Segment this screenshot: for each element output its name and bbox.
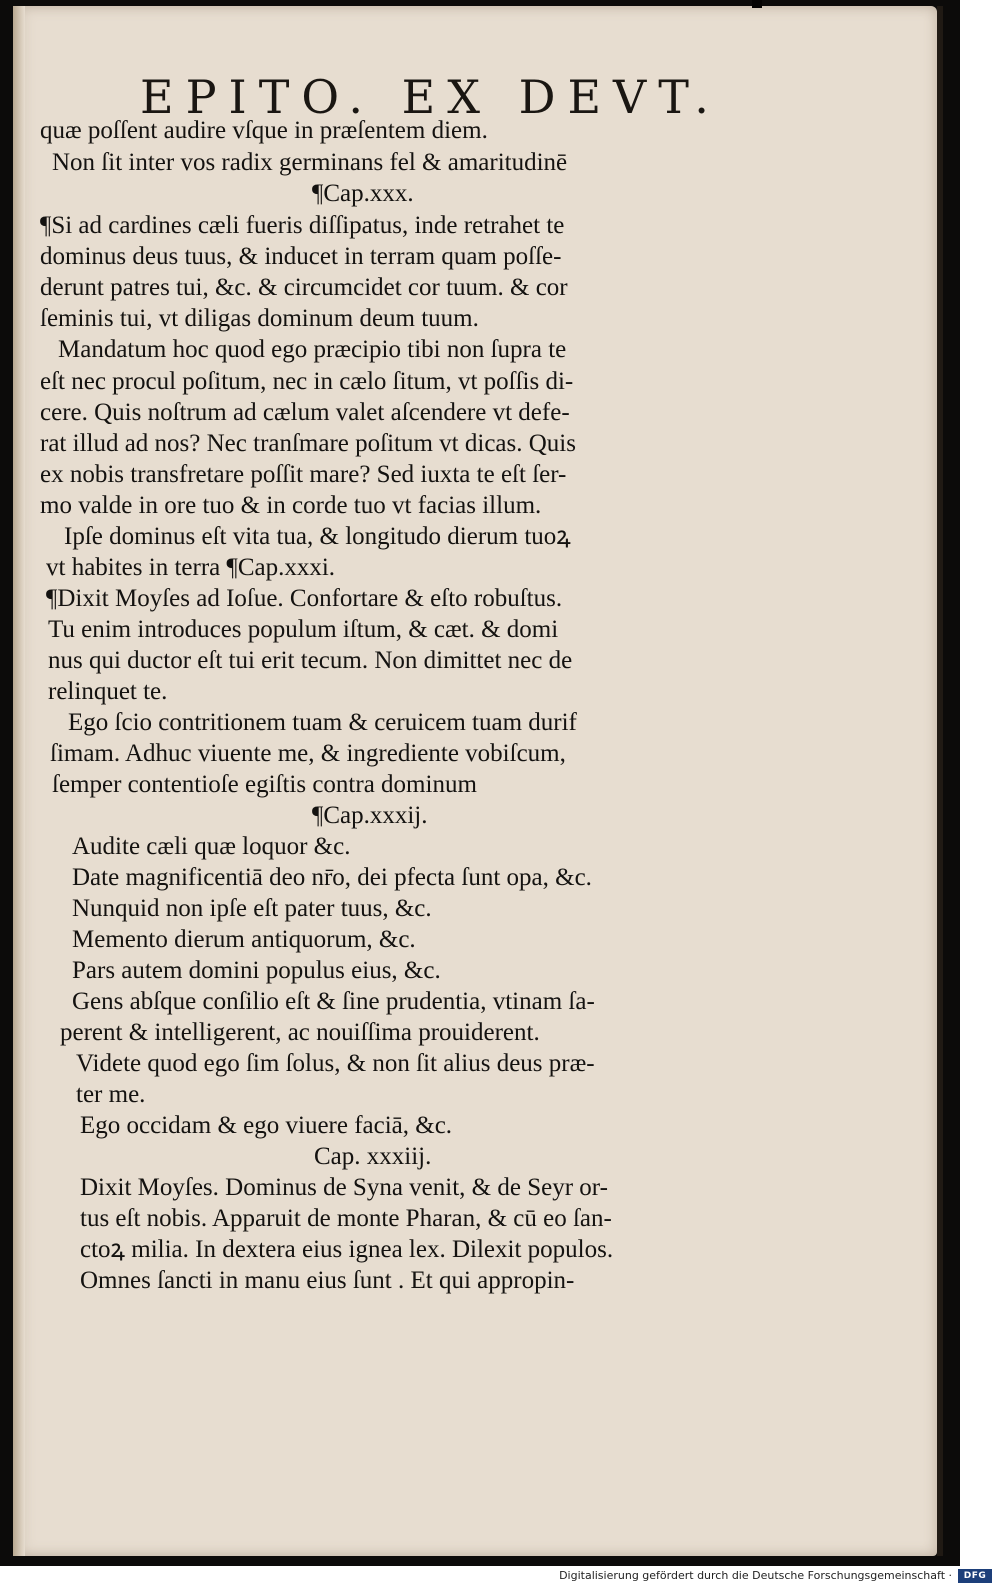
- text-line: Tu enim introduces populum iſtum, & cæt. & domi: [48, 616, 559, 643]
- text-line: Omnes ſancti in manu eius ſunt . Et qui appropin-: [80, 1267, 575, 1294]
- text-line: Mandatum hoc quod ego præcipio tibi non ſupra te: [58, 336, 567, 363]
- text-line: Nunquid non ipſe eſt pater tuus, &c.: [72, 895, 432, 922]
- text-line: ex nobis transfretare poſſit mare? Sed iuxta te eſt ſer-: [40, 461, 567, 488]
- text-line: quæ poſſent audire vſque in præſentem diem.: [40, 117, 488, 144]
- chapter-heading: ¶Cap.xxxij.: [312, 802, 428, 829]
- text-line: vt habites in terra ¶Cap.xxxi.: [46, 554, 336, 581]
- text-line: ſimam. Adhuc viuente me, & ingrediente vobiſcum,: [50, 740, 566, 767]
- text-line: Memento dierum antiquorum, &c.: [72, 926, 416, 953]
- text-line: ctoꝝ milia. In dextera eius ignea lex. Dilexit populos.: [80, 1236, 614, 1263]
- dfg-logo: DFG: [958, 1569, 992, 1583]
- text-line: Audite cæli quæ loquor &c.: [72, 833, 351, 860]
- text-line: ¶Dixit Moyſes ad Ioſue. Confortare & eſto robuſtus.: [46, 585, 563, 612]
- text-line: derunt patres tui, &c. & circumcidet cor tuum. & cor: [40, 274, 568, 301]
- text-line: cere. Quis noſtrum ad cælum valet aſcendere vt defe-: [40, 399, 570, 426]
- text-line: ſeminis tui, vt diligas dominum deum tuum.: [40, 305, 479, 332]
- page-gutter-shadow: [13, 6, 25, 1556]
- footer-credit: Digitalisierung gefördert durch die Deutsche Forschungsgemeinschaft ·: [559, 1569, 952, 1582]
- chapter-heading: ¶Cap.xxx.: [312, 180, 414, 207]
- page-edge-shadow: [937, 6, 943, 1556]
- text-line: Non ſit inter vos radix germinans fel & amaritudinē: [52, 149, 568, 176]
- text-line: nus qui ductor eſt tui erit tecum. Non dimittet nec de: [48, 647, 573, 674]
- page-corner-mark: [752, 0, 762, 8]
- text-line: relinquet te.: [48, 678, 168, 705]
- text-line: Dixit Moyſes. Dominus de Syna venit, & de Seyr or-: [80, 1174, 608, 1201]
- text-line: ¶Si ad cardines cæli fueris diſſipatus, inde retrahet te: [40, 212, 565, 239]
- text-line: Ipſe dominus eſt vita tua, & longitudo dierum tuoꝝ: [64, 523, 571, 550]
- text-line: Date magnificentiā deo nr̄o, dei pfecta ſunt opa, &c.: [72, 864, 592, 891]
- text-line: rat illud ad nos? Nec tranſmare poſitum vt dicas. Quis: [40, 430, 576, 457]
- text-line: Pars autem domini populus eius, &c.: [72, 957, 441, 984]
- text-line: Videte quod ego ſim ſolus, & non ſit alius deus præ-: [76, 1050, 595, 1077]
- running-head: EPITO. EX DEVT.: [140, 70, 721, 124]
- text-line: Ego ſcio contritionem tuam & ceruicem tuam durif: [68, 709, 577, 736]
- text-line: tus eſt nobis. Apparuit de monte Pharan, & cū eo ſan-: [80, 1205, 612, 1232]
- text-line: perent & intelligerent, ac nouiſſima prouiderent.: [60, 1019, 540, 1046]
- text-line: eſt nec procul poſitum, nec in cælo ſitum, vt poſſis di-: [40, 368, 574, 395]
- chapter-heading: Cap. xxxiij.: [314, 1143, 432, 1170]
- text-line: Gens abſque conſilio eſt & ſine prudentia, vtinam ſa-: [72, 988, 595, 1015]
- text-line: ter me.: [76, 1081, 146, 1108]
- text-line: mo valde in ore tuo & in corde tuo vt facias illum.: [40, 492, 542, 519]
- text-line: Ego occidam & ego viuere faciā, &c.: [80, 1112, 453, 1139]
- text-line: dominus deus tuus, & inducet in terram quam poſſe-: [40, 243, 562, 270]
- digitization-footer: [0, 1566, 1000, 1587]
- text-line: ſemper contentioſe egiſtis contra dominum: [52, 771, 477, 798]
